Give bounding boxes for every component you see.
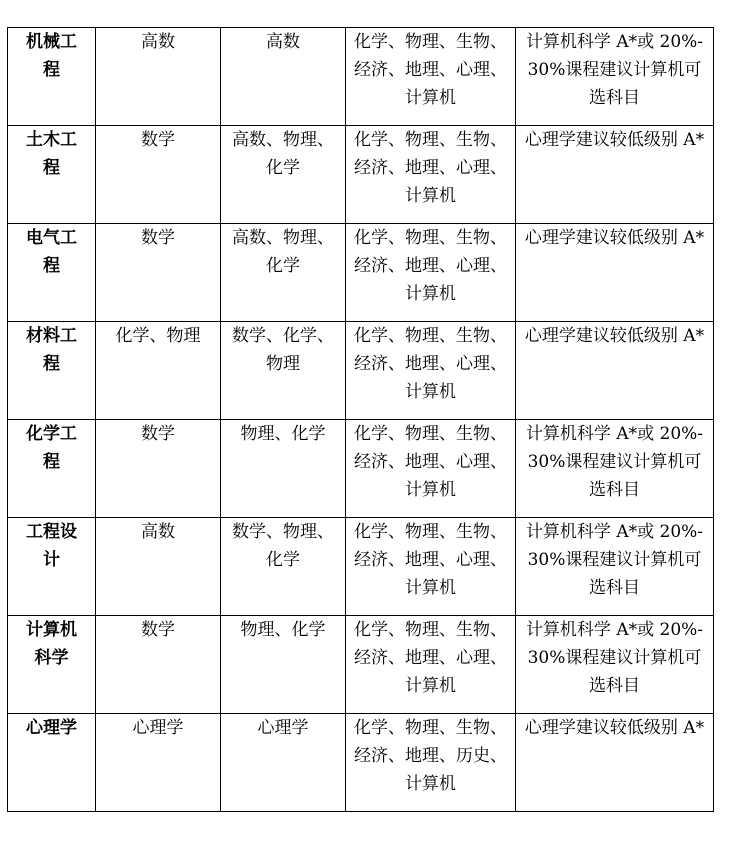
recommended-subjects-cell: 心理学 [221, 714, 346, 812]
table-row [8, 322, 714, 420]
note-cell: 心理学建议较低级别 A* [516, 714, 714, 812]
recommended-subjects-cell: 高数、物理、化学 [221, 126, 346, 224]
major-cell: 化学工程 [8, 420, 96, 518]
subject-requirements-table [7, 27, 714, 812]
required-subjects-cell: 心理学 [96, 714, 221, 812]
required-subjects-cell: 数学 [96, 616, 221, 714]
major-cell: 机械工程 [8, 28, 96, 126]
recommended-subjects-cell: 物理、化学 [221, 420, 346, 518]
required-subjects-cell: 高数 [96, 518, 221, 616]
major-cell: 计算机科学 [8, 616, 96, 714]
table-row [8, 126, 714, 224]
note-cell: 心理学建议较低级别 A* [516, 224, 714, 322]
optional-subjects-cell: 化学、物理、生物、经济、地理、心理、计算机 [346, 518, 516, 616]
recommended-subjects-cell: 高数 [221, 28, 346, 126]
major-cell: 工程设计 [8, 518, 96, 616]
optional-subjects-cell: 化学、物理、生物、经济、地理、心理、计算机 [346, 224, 516, 322]
optional-subjects-cell: 化学、物理、生物、经济、地理、心理、计算机 [346, 28, 516, 126]
major-cell: 土木工程 [8, 126, 96, 224]
optional-subjects-cell: 化学、物理、生物、经济、地理、心理、计算机 [346, 126, 516, 224]
note-cell: 计算机科学 A*或 20%-30%课程建议计算机可选科目 [516, 518, 714, 616]
optional-subjects-cell: 化学、物理、生物、经济、地理、心理、计算机 [346, 420, 516, 518]
required-subjects-cell: 高数 [96, 28, 221, 126]
recommended-subjects-cell: 数学、物理、化学 [221, 518, 346, 616]
major-cell: 材料工程 [8, 322, 96, 420]
major-cell: 心理学 [8, 714, 96, 812]
note-cell: 计算机科学 A*或 20%-30%课程建议计算机可选科目 [516, 616, 714, 714]
required-subjects-cell: 数学 [96, 224, 221, 322]
recommended-subjects-cell: 数学、化学、物理 [221, 322, 346, 420]
required-subjects-cell: 数学 [96, 126, 221, 224]
table-row [8, 224, 714, 322]
note-cell: 计算机科学 A*或 20%-30%课程建议计算机可选科目 [516, 420, 714, 518]
table-row [8, 518, 714, 616]
note-cell: 计算机科学 A*或 20%-30%课程建议计算机可选科目 [516, 28, 714, 126]
required-subjects-cell: 数学 [96, 420, 221, 518]
table-row [8, 616, 714, 714]
recommended-subjects-cell: 物理、化学 [221, 616, 346, 714]
optional-subjects-cell: 化学、物理、生物、经济、地理、心理、计算机 [346, 616, 516, 714]
optional-subjects-cell: 化学、物理、生物、经济、地理、历史、计算机 [346, 714, 516, 812]
note-cell: 心理学建议较低级别 A* [516, 126, 714, 224]
major-cell: 电气工程 [8, 224, 96, 322]
table-row [8, 714, 714, 812]
table-row [8, 28, 714, 126]
note-cell: 心理学建议较低级别 A* [516, 322, 714, 420]
recommended-subjects-cell: 高数、物理、化学 [221, 224, 346, 322]
table-row [8, 420, 714, 518]
required-subjects-cell: 化学、物理 [96, 322, 221, 420]
optional-subjects-cell: 化学、物理、生物、经济、地理、心理、计算机 [346, 322, 516, 420]
